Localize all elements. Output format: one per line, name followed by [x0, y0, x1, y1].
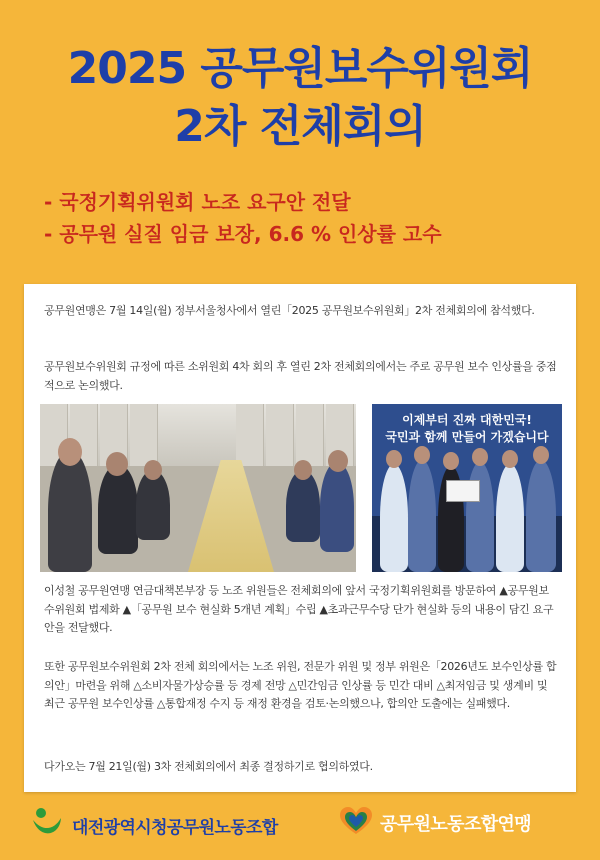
footer-right-org	[338, 806, 531, 840]
banner-line: 국민과 함께 만들어 가겠습니다	[385, 430, 549, 444]
summary-bullets	[44, 186, 442, 250]
headline	[0, 40, 600, 156]
federation-logo-icon	[338, 806, 374, 840]
footer-left-org	[30, 806, 278, 844]
banner-line: 이제부터 진짜 대한민국!	[402, 413, 532, 427]
article-card	[24, 284, 576, 792]
footer-right-org-name: 공무원노동조합연맹	[380, 814, 532, 835]
group-photo	[372, 404, 562, 572]
bullet-item: - 공무원 실질 임금 보장, 6.6 % 인상률 고수	[44, 222, 442, 246]
meeting-room-photo	[40, 404, 356, 572]
article-paragraph: 공무원연맹은 7월 14일(월) 정부서울청사에서 열린「2025 공무원보수위원회」2차 전체회의에 참석했다.	[44, 304, 535, 317]
bullet-item: - 국정기획위원회 노조 요구안 전달	[44, 190, 351, 214]
article-paragraph: 공무원보수위원회 규정에 따른 소위원회 4차 회의 후 열린 2차 전체회의에서는 주로 공무원 보수 인상률을 중점적으로 논의했다.	[44, 360, 557, 392]
headline-line-2: 2차 전체회의	[174, 101, 426, 152]
article-paragraph: 또한 공무원보수위원회 2차 전체 회의에서는 노조 위원, 전문가 위원 및 정부 위원은「2026년도 보수인상률 합의안」마련을 위해 △소비자물가상승률 등 경제 전망 △민간임금 인상률 등 민간 대비 △최저임금 및 생계비 및 최근 공무원 보수인상률 △통합재정 수지 등 재정 환경을 검토·논의했으나, 합의안 도출에는 실패했다.	[44, 660, 557, 710]
daejeon-union-logo-icon	[30, 806, 64, 844]
headline-line-1: 2025 공무원보수위원회	[67, 43, 533, 94]
article-paragraph: 다가오는 7월 21일(월) 3차 전체회의에서 최종 결정하기로 협의하였다.	[44, 760, 373, 773]
group-photo-banner	[372, 412, 562, 446]
footer-left-org-name: 대전광역시청공무원노동조합	[72, 817, 278, 838]
article-paragraph: 이성철 공무원연맹 연금대책본부장 등 노조 위원들은 전체회의에 앞서 국정기획위원회를 방문하여 ▲공무원보수위원회 법제화 ▲「공무원 보수 현실화 5개년 계획」수립 ▲초과근무수당 단가 현실화 등의 내용이 담긴 요구안을 전달했다.	[44, 584, 554, 634]
